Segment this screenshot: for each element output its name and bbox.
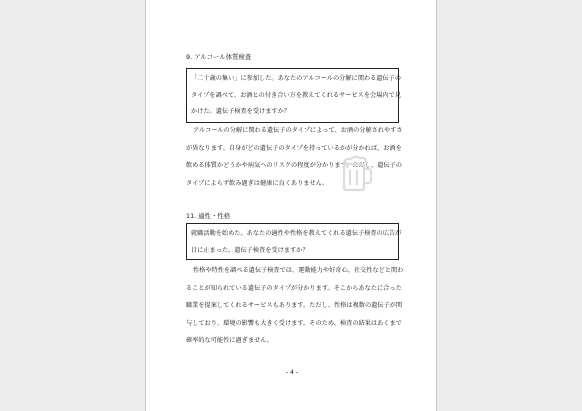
scenario-line: 目に止まった。遺伝子検査を受けますか？ (191, 246, 309, 254)
explanation-paragraph-aptitude (186, 262, 406, 350)
paragraph-line: 職業を提案してくれるサービスもあります。ただし、性格は複数の遺伝子が関 (186, 302, 403, 310)
paragraph-line: タイプによらず飲み過ぎは健康に良くありません。 (186, 179, 329, 187)
scenario-line: かけた。遺伝子検査を受けますか？ (191, 108, 290, 115)
scenario-box-alcohol (186, 68, 402, 123)
scenario-line: タイプを調べて、お酒との付き合い方を教えてくれるサービスを会場内で見 (191, 91, 401, 99)
beer-mug-icon (338, 154, 374, 194)
paragraph-line: 確率的な可能性に過ぎません。 (186, 337, 273, 345)
document-page (145, 0, 437, 411)
scenario-line: 「二十歳の集い」に参加した。あなたのアルコールの分解に関わる遺伝子の (191, 75, 402, 82)
scenario-line: 就職活動を始めた。あなたの適性や性格を教えてくれる遺伝子検査の広告が (191, 230, 402, 237)
paragraph-line: アルコールの分解に関わる遺伝子のタイプによって、お酒の分解されやすさ (193, 127, 403, 134)
scenario-box-aptitude (186, 223, 402, 260)
paragraph-line: が異なります。自身がどの遺伝子のタイプを持っているかが分かれば、お酒を (186, 144, 402, 152)
paragraph-line: 与しており、環境の影響も大きく受けます。そのため、検査の結果はあくまで (186, 319, 402, 327)
paragraph-line: 性格や特性を調べる遺伝子検査では、運動能力や好奇心、社交性などと関わ (193, 267, 404, 274)
section-heading-alcohol: 9. アルコール体質検査 (186, 53, 252, 61)
paragraph-line: 飲める体質かどうかや病気へのリスクの程度が分かります。ただし、遺伝子の (186, 162, 402, 170)
paragraph-line: ることが知られている遺伝子のタイプが分かります。そこからあなたに合った (186, 284, 402, 292)
section-heading-aptitude: 11. 適性・性格 (186, 212, 231, 220)
page-number: - 4 - (286, 369, 298, 376)
